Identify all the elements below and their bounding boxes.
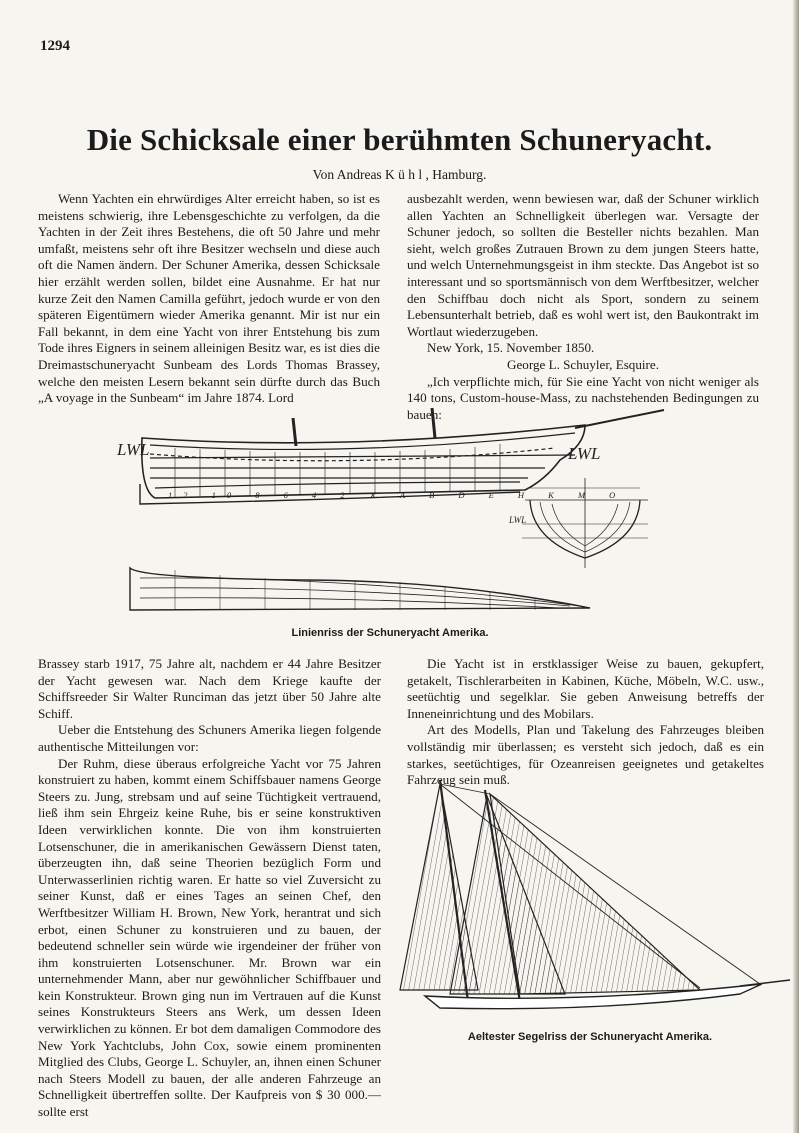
paragraph: Brassey starb 1917, 75 Jahre alt, nachdem er 44 Jahre Besitzer der Yacht gewesen war. Nach dem Kriege kaufte der Schiffsreeder Sir Walter Runciman das jetzt über 50 Jahre alte Schiff. bbox=[38, 656, 381, 721]
paragraph: Der Ruhm, diese überaus erfolgreiche Yacht vor 75 Jahren konstruiert zu haben, kommt einem Schiffsbauer namens George Steers zu. Jung, strebsam und auf seine Tüchtigkeit vertrauend, ließ ihm sein Ehrgeiz keine Ruhe, bis er seine konstruktiven Ideen verwirklichen konnte. Die von ihm konstruierten Lotsenschuner, die in amerikanischen Gewässern Dienst taten, überzeugten ihn, daß seine Theorien bezüglich Form und Unterwasserlinien richtig waren. Er hatte so viel Zuversicht zu seiner Kunst, daß er eines Tages an seinen Chef, den Werftbesitzer William H. Brown, New York, herantrat und sich erbot, einen Schuner zu konstruieren und zu bauen, der bedeutend schneller sein würde wie irgendeiner der früher von ihm konstruierten Lotsenschuner. Mr. Brown war ein unternehmender Mann, aber nur gewöhnlicher Schiffbauer und kein Konstrukteur. Brown ging nun im Vertrauen auf die Kunst seines Konstrukteurs Steers ans Werk, um dessen Ideen verwirklichen zu können. Er bot dem damaligen Commodore des New York Yachtclubs, John Cox, sowie einem prominenten Mitglied des Clubs, George L. Schuyler, an, ihnen einen Schuner nach Steers Modell zu bauen, der alle anderen Fahrzeuge an Schnelligkeit übertreffen sollte. Der Kaufpreis von $ 30 000.— sollte erst bbox=[38, 755, 381, 1120]
article-title: Die Schicksale einer berühmten Schuneryacht. bbox=[86, 122, 713, 157]
sail-plan-figure bbox=[0, 772, 799, 1032]
lwl-label-left: LWL bbox=[117, 440, 150, 459]
sail-plan-caption: Aeltester Segelriss der Schuneryacht Amerika. bbox=[467, 1031, 713, 1043]
page-number: 1294 bbox=[40, 38, 70, 54]
lines-plan-figure bbox=[0, 400, 799, 630]
byline: Von Andreas K ü h l , Hamburg. bbox=[312, 167, 487, 182]
paragraph: Ueber die Entstehung des Schuners Amerika liegen folgende authentische Mitteilungen vor: bbox=[38, 722, 381, 754]
dateline: New York, 15. November 1850. bbox=[427, 340, 595, 356]
paragraph: „Ich verpflichte mich, für Sie eine Yacht von nicht weniger als 140 tons, Custom-house-Mass, zu nachstehenden Bedingungen zu bauen: bbox=[407, 373, 759, 422]
lwl-label-body-plan: LWL bbox=[509, 515, 527, 525]
mast-stub bbox=[293, 418, 296, 446]
bowsprit bbox=[575, 410, 664, 428]
mast-stub bbox=[432, 408, 435, 438]
text-column-top-left bbox=[38, 191, 380, 407]
jib bbox=[490, 794, 700, 994]
lines-plan-caption: Linienriss der Schuneryacht Amerika. bbox=[291, 627, 489, 639]
half-breadth-plan bbox=[130, 568, 590, 610]
paragraph: Art des Modells, Plan und Takelung des Fahrzeuges bleiben vollständig mir überlassen; es versteht sich jedoch, daß es ein starkes, seetüchtiges, für Ozeanreisen geeignetes und getakeltes Fahrzeug sein muß. bbox=[407, 722, 764, 788]
text-column-bottom-right bbox=[407, 656, 764, 789]
paragraph: Die Yacht ist in erstklassiger Weise zu bauen, gekupfert, getakelt, Tischlerarbeiten in Kabinen, Küche, Möbeln, W.C. usw., seetüchtig und segelklar. Sie geben Anweisung betreffs der Inneneinrichtung und des Mobilars. bbox=[407, 656, 764, 721]
hull-profile bbox=[142, 425, 585, 498]
station-labels: 12 10 8 6 4 2 ⨯ A B D E H K M O bbox=[168, 490, 627, 500]
lwl-label-right: LWL bbox=[568, 444, 601, 463]
paragraph: Wenn Yachten ein ehrwürdiges Alter erreicht haben, so ist es meistens schwierig, ihre Lebensgeschichte zu verfolgen, da die Yachten in der Zeit ihres Bestehens, die oft 50 Jahre und mehr umfaßt, meistens sehr oft ihre Besitzer wechseln und diese auch oft die Namen ändern. Der Schuner Amerika, dessen Schicksale hier erzählt werden sollen, bildet eine Ausnahme. Er hat nur kurze Zeit den Namen Camilla geführt, jedoch wurde er von den späteren Eigentümern wieder Amerika genannt. Mir ist nur ein Fall bekannt, in dem eine Yacht von ihrer Entstehung bis zum Tode ihres Eigners in seinem alleinigen Besitz war, es ist dies die Dreimastschuneryacht Sunbeam des Lords Thomas Brassey, welche den meisten Lesern bekannt sein dürfte durch das Buch „A voyage in the Sunbeam“ im Jahre 1874. Lord bbox=[38, 191, 380, 406]
text-column-top-right bbox=[407, 191, 759, 423]
paragraph: ausbezahlt werden, wenn bewiesen war, daß der Schuner wirklich allen Yachten an Schnelligkeit überlegen war. Versagte der Schuner jedoch, so sollten die Besteller nichts bezahlen. Man sieht, welch großes Zutrauen Brown zu dem jungen Steers hatte, und welch Unternehmungsgeist in ihm steckte. Das Angebot ist so interessant und so sportsmännisch von dem Werftbesitzer, welcher den Schiffbau doch nicht als Sport, sondern zu seinem Lebensunterhalt betrieb, daß es wohl wert ist, den Baukontrakt im Wortlaut wiederzugeben. bbox=[407, 191, 759, 339]
addressee: George L. Schuyler, Esquire. bbox=[507, 356, 659, 372]
